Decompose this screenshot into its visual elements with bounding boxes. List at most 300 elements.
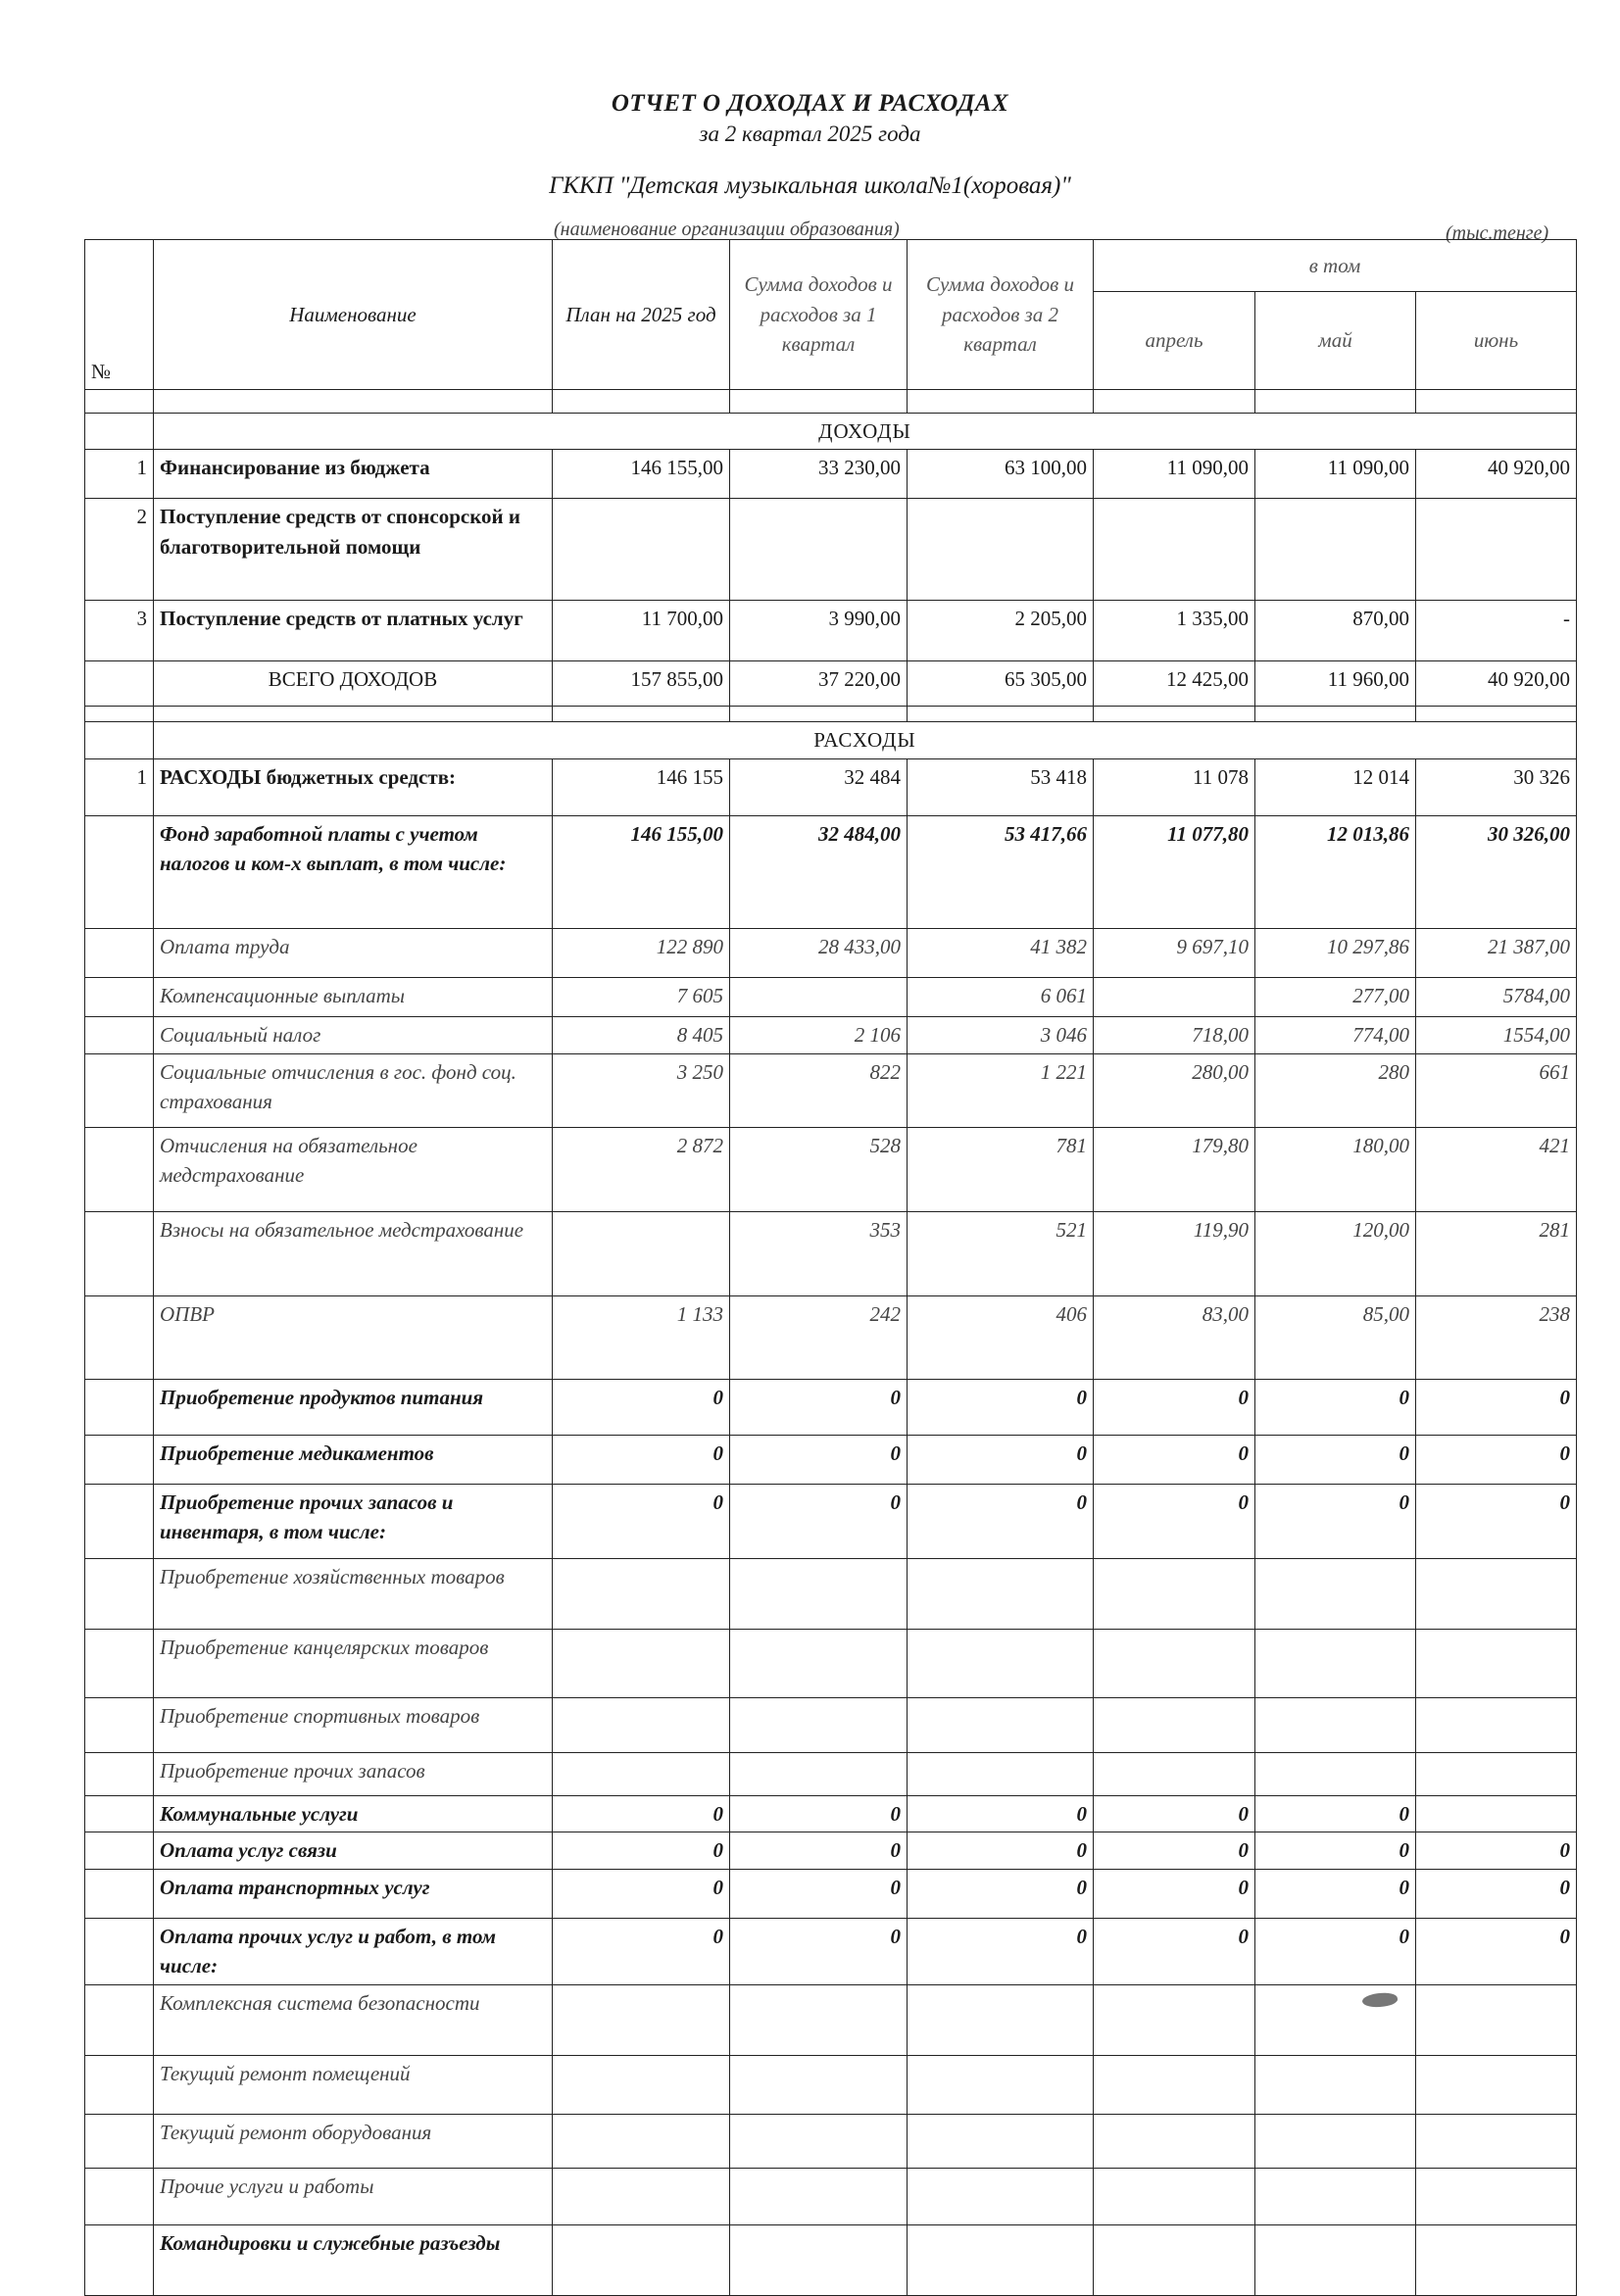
row-number [85, 1211, 154, 1295]
value-q1 [730, 2114, 908, 2168]
spacer-row [85, 390, 1577, 414]
value-plan [553, 2168, 730, 2224]
value-may: 0 [1255, 1918, 1416, 1984]
total-plan: 157 855,00 [553, 661, 730, 707]
value-apr: 83,00 [1094, 1295, 1255, 1379]
empty-cell [730, 390, 908, 414]
value-jun [1416, 2224, 1577, 2295]
value-q2: 53 417,66 [908, 815, 1094, 928]
table-row [85, 1053, 1577, 1127]
empty-cell [1094, 390, 1255, 414]
value-may: 280 [1255, 1053, 1416, 1127]
value-plan: 0 [553, 1435, 730, 1484]
value-may [1255, 1558, 1416, 1629]
value-jun: 0 [1416, 1379, 1577, 1435]
value-apr: 0 [1094, 1918, 1255, 1984]
value-may: 120,00 [1255, 1211, 1416, 1295]
value-may: 870,00 [1255, 601, 1416, 661]
value-q2: 0 [908, 1832, 1094, 1869]
value-q2 [908, 1629, 1094, 1697]
empty-cell [1416, 707, 1577, 722]
value-jun [1416, 1697, 1577, 1752]
row-name: Прочие услуги и работы [154, 2168, 553, 2224]
row-name: Оплата услуг связи [154, 1832, 553, 1869]
table-row [85, 2055, 1577, 2114]
value-plan: 3 250 [553, 1053, 730, 1127]
value-jun: - [1416, 601, 1577, 661]
table-row [85, 1832, 1577, 1869]
row-number [85, 977, 154, 1016]
spacer-row [85, 707, 1577, 722]
column-header-plan: План на 2025 год [553, 240, 730, 390]
row-number: 1 [85, 758, 154, 815]
value-q2: 6 061 [908, 977, 1094, 1016]
table-row [85, 977, 1577, 1016]
value-may: 12 014 [1255, 758, 1416, 815]
column-header-q1: Сумма доходов и расходов за 1 квартал [730, 240, 908, 390]
column-header-q2: Сумма доходов и расходов за 2 квартал [908, 240, 1094, 390]
value-plan [553, 1629, 730, 1697]
row-name: Поступление средств от спонсорской и благотворительной помощи [154, 499, 553, 601]
value-jun [1416, 1752, 1577, 1795]
value-plan: 0 [553, 1918, 730, 1984]
table-row [85, 2168, 1577, 2224]
value-apr [1094, 2114, 1255, 2168]
value-jun [1416, 1984, 1577, 2055]
total-q1: 37 220,00 [730, 661, 908, 707]
column-header-group: в том [1094, 240, 1577, 292]
empty-cell [1255, 707, 1416, 722]
value-plan: 0 [553, 1869, 730, 1918]
row-name: Приобретение хозяйственных товаров [154, 1558, 553, 1629]
value-q2: 0 [908, 1918, 1094, 1984]
row-number [85, 2168, 154, 2224]
table-row [85, 1211, 1577, 1295]
value-plan: 146 155 [553, 758, 730, 815]
value-apr: 0 [1094, 1795, 1255, 1832]
value-apr [1094, 977, 1255, 1016]
value-apr: 11 078 [1094, 758, 1255, 815]
row-name: Приобретение прочих запасов [154, 1752, 553, 1795]
value-may [1255, 2114, 1416, 2168]
empty-cell [1416, 390, 1577, 414]
value-may: 180,00 [1255, 1127, 1416, 1211]
value-q2 [908, 2168, 1094, 2224]
table-row [85, 1295, 1577, 1379]
table-row [85, 1984, 1577, 2055]
empty-cell [1094, 707, 1255, 722]
row-number: 2 [85, 499, 154, 601]
table-row [85, 1379, 1577, 1435]
value-may: 12 013,86 [1255, 815, 1416, 928]
value-q2 [908, 2224, 1094, 2295]
value-q1: 0 [730, 1435, 908, 1484]
table-row [85, 1869, 1577, 1918]
value-jun [1416, 2168, 1577, 2224]
value-plan [553, 1697, 730, 1752]
row-name: Отчисления на обязательное медстрахование [154, 1127, 553, 1211]
value-apr: 0 [1094, 1435, 1255, 1484]
empty-cell [85, 390, 154, 414]
row-number [85, 928, 154, 977]
column-header-name: Наименование [154, 240, 553, 390]
value-apr: 0 [1094, 1832, 1255, 1869]
value-may: 11 090,00 [1255, 450, 1416, 499]
value-apr: 11 077,80 [1094, 815, 1255, 928]
value-q2 [908, 1697, 1094, 1752]
value-q2 [908, 2055, 1094, 2114]
value-q1 [730, 499, 908, 601]
value-may: 277,00 [1255, 977, 1416, 1016]
empty-cell [85, 414, 154, 450]
value-q1 [730, 977, 908, 1016]
value-q1: 528 [730, 1127, 908, 1211]
value-plan [553, 2114, 730, 2168]
row-number [85, 1127, 154, 1211]
row-number [85, 1697, 154, 1752]
row-name: Текущий ремонт оборудования [154, 2114, 553, 2168]
row-number [85, 1832, 154, 1869]
table-row [85, 2224, 1577, 2295]
value-q2 [908, 1558, 1094, 1629]
value-jun: 1554,00 [1416, 1016, 1577, 1053]
empty-cell [553, 707, 730, 722]
value-plan: 1 133 [553, 1295, 730, 1379]
income-section-title-row [85, 414, 1577, 450]
value-jun: 21 387,00 [1416, 928, 1577, 977]
empty-cell [85, 722, 154, 758]
row-name: Компенсационные выплаты [154, 977, 553, 1016]
empty-cell [908, 707, 1094, 722]
unit-note: (тыс.тенге) [1446, 222, 1549, 244]
value-plan [553, 1211, 730, 1295]
value-q1 [730, 1697, 908, 1752]
value-q1: 0 [730, 1379, 908, 1435]
table-row [85, 758, 1577, 815]
expenses-section-title: РАСХОДЫ [154, 722, 1577, 758]
value-apr: 280,00 [1094, 1053, 1255, 1127]
row-name: Оплата прочих услуг и работ, в том числе: [154, 1918, 553, 1984]
value-jun [1416, 1629, 1577, 1697]
empty-cell [154, 390, 553, 414]
value-q2 [908, 1984, 1094, 2055]
table-row [85, 815, 1577, 928]
value-jun: 238 [1416, 1295, 1577, 1379]
total-q2: 65 305,00 [908, 661, 1094, 707]
row-number [85, 2055, 154, 2114]
value-apr: 9 697,10 [1094, 928, 1255, 977]
total-label: ВСЕГО ДОХОДОВ [154, 661, 553, 707]
value-may [1255, 2055, 1416, 2114]
value-plan: 11 700,00 [553, 601, 730, 661]
value-q1: 28 433,00 [730, 928, 908, 977]
value-apr: 119,90 [1094, 1211, 1255, 1295]
row-number [85, 1053, 154, 1127]
empty-cell [85, 707, 154, 722]
report-body [85, 390, 1577, 2296]
row-number [85, 1629, 154, 1697]
value-apr: 0 [1094, 1869, 1255, 1918]
value-may: 774,00 [1255, 1016, 1416, 1053]
empty-cell [1255, 390, 1416, 414]
row-number [85, 2114, 154, 2168]
value-jun: 5784,00 [1416, 977, 1577, 1016]
value-may: 0 [1255, 1832, 1416, 1869]
row-number: 1 [85, 450, 154, 499]
value-q1: 0 [730, 1484, 908, 1558]
value-q2: 3 046 [908, 1016, 1094, 1053]
value-apr [1094, 1752, 1255, 1795]
value-q2: 521 [908, 1211, 1094, 1295]
column-header-april: апрель [1094, 292, 1255, 390]
column-header-may: май [1255, 292, 1416, 390]
value-jun: 0 [1416, 1869, 1577, 1918]
value-may: 85,00 [1255, 1295, 1416, 1379]
value-apr [1094, 1629, 1255, 1697]
value-q2: 781 [908, 1127, 1094, 1211]
value-plan: 146 155,00 [553, 815, 730, 928]
value-plan: 8 405 [553, 1016, 730, 1053]
value-may: 0 [1255, 1435, 1416, 1484]
value-may: 0 [1255, 1484, 1416, 1558]
total-apr: 12 425,00 [1094, 661, 1255, 707]
value-may [1255, 1697, 1416, 1752]
value-jun: 30 326,00 [1416, 815, 1577, 928]
value-apr [1094, 2224, 1255, 2295]
value-may: 0 [1255, 1379, 1416, 1435]
row-name: Приобретение продуктов питания [154, 1379, 553, 1435]
value-may [1255, 499, 1416, 601]
value-jun [1416, 2055, 1577, 2114]
row-name: Взносы на обязательное медстрахование [154, 1211, 553, 1295]
value-q2 [908, 1752, 1094, 1795]
income-total-row [85, 661, 1577, 707]
value-plan [553, 1984, 730, 2055]
value-apr: 1 335,00 [1094, 601, 1255, 661]
value-q2: 53 418 [908, 758, 1094, 815]
value-apr: 718,00 [1094, 1016, 1255, 1053]
value-apr: 0 [1094, 1484, 1255, 1558]
value-q1: 2 106 [730, 1016, 908, 1053]
value-q1: 0 [730, 1795, 908, 1832]
row-number [85, 1918, 154, 1984]
row-number: 3 [85, 601, 154, 661]
organization-note: (наименование организации образования) [554, 219, 900, 240]
value-apr [1094, 2168, 1255, 2224]
value-q2: 0 [908, 1435, 1094, 1484]
row-name: Поступление средств от платных услуг [154, 601, 553, 661]
value-may [1255, 1752, 1416, 1795]
value-q1: 0 [730, 1869, 908, 1918]
value-jun: 661 [1416, 1053, 1577, 1127]
total-may: 11 960,00 [1255, 661, 1416, 707]
row-name: Коммунальные услуги [154, 1795, 553, 1832]
value-apr: 11 090,00 [1094, 450, 1255, 499]
value-plan [553, 499, 730, 601]
table-row [85, 1435, 1577, 1484]
value-q1 [730, 1984, 908, 2055]
value-q2: 41 382 [908, 928, 1094, 977]
column-header-june: июнь [1416, 292, 1577, 390]
value-q1 [730, 1629, 908, 1697]
value-jun: 40 920,00 [1416, 450, 1577, 499]
report-title: ОТЧЕТ О ДОХОДАХ И РАСХОДАХ [611, 90, 1009, 117]
value-q1 [730, 2168, 908, 2224]
empty-cell [553, 390, 730, 414]
value-apr [1094, 1984, 1255, 2055]
value-q1 [730, 2055, 908, 2114]
value-plan: 0 [553, 1832, 730, 1869]
value-q1 [730, 2224, 908, 2295]
value-q1 [730, 1752, 908, 1795]
value-q2: 0 [908, 1869, 1094, 1918]
row-name: Приобретение медикаментов [154, 1435, 553, 1484]
table-row [85, 1918, 1577, 1984]
value-q1: 33 230,00 [730, 450, 908, 499]
table-row [85, 450, 1577, 499]
row-name: Приобретение прочих запасов и инвентаря, в том числе: [154, 1484, 553, 1558]
value-jun: 421 [1416, 1127, 1577, 1211]
value-may [1255, 1629, 1416, 1697]
value-q2: 0 [908, 1379, 1094, 1435]
table-row [85, 1629, 1577, 1697]
table-row [85, 1016, 1577, 1053]
row-name: Оплата труда [154, 928, 553, 977]
row-number [85, 1484, 154, 1558]
organization-name: ГККП "Детская музыкальная школа№1(хоровая)" [549, 172, 1071, 199]
value-q2: 2 205,00 [908, 601, 1094, 661]
value-q1: 353 [730, 1211, 908, 1295]
row-name: Приобретение спортивных товаров [154, 1697, 553, 1752]
row-name: Фонд заработной платы с учетом налогов и ком-х выплат, в том числе: [154, 815, 553, 928]
row-number [85, 1379, 154, 1435]
value-jun [1416, 2114, 1577, 2168]
value-apr [1094, 1697, 1255, 1752]
value-q2: 0 [908, 1484, 1094, 1558]
value-q2 [908, 2114, 1094, 2168]
expenses-section-title-row [85, 722, 1577, 758]
value-may [1255, 2168, 1416, 2224]
table-row [85, 1558, 1577, 1629]
value-jun: 0 [1416, 1918, 1577, 1984]
table-row [85, 601, 1577, 661]
value-plan [553, 1752, 730, 1795]
column-header-num: № [85, 240, 154, 390]
row-number [85, 2224, 154, 2295]
value-may: 0 [1255, 1795, 1416, 1832]
income-section-title: ДОХОДЫ [154, 414, 1577, 450]
empty-cell [85, 661, 154, 707]
empty-cell [908, 390, 1094, 414]
value-jun [1416, 1558, 1577, 1629]
value-jun [1416, 1795, 1577, 1832]
table-row [85, 499, 1577, 601]
value-apr [1094, 499, 1255, 601]
table-row [85, 928, 1577, 977]
value-q1: 3 990,00 [730, 601, 908, 661]
row-name: Комплексная система безопасности [154, 1984, 553, 2055]
value-may [1255, 2224, 1416, 2295]
value-jun: 0 [1416, 1484, 1577, 1558]
row-name: Командировки и служебные разъезды [154, 2224, 553, 2295]
row-number [85, 1435, 154, 1484]
row-number [85, 1795, 154, 1832]
value-apr [1094, 2055, 1255, 2114]
value-jun: 30 326 [1416, 758, 1577, 815]
report-table [84, 239, 1577, 2296]
value-q1: 0 [730, 1832, 908, 1869]
value-apr: 179,80 [1094, 1127, 1255, 1211]
value-q1: 0 [730, 1918, 908, 1984]
value-plan: 0 [553, 1795, 730, 1832]
value-q2: 63 100,00 [908, 450, 1094, 499]
value-jun: 0 [1416, 1435, 1577, 1484]
table-row [85, 1127, 1577, 1211]
table-row [85, 1795, 1577, 1832]
value-jun: 0 [1416, 1832, 1577, 1869]
value-q1: 822 [730, 1053, 908, 1127]
empty-cell [154, 707, 553, 722]
value-q2 [908, 499, 1094, 601]
row-number [85, 1869, 154, 1918]
value-plan: 0 [553, 1379, 730, 1435]
row-number [85, 1016, 154, 1053]
table-row [85, 1697, 1577, 1752]
value-jun [1416, 499, 1577, 601]
value-apr [1094, 1558, 1255, 1629]
value-q1: 242 [730, 1295, 908, 1379]
row-name: Текущий ремонт помещений [154, 2055, 553, 2114]
value-plan: 122 890 [553, 928, 730, 977]
value-q1: 32 484,00 [730, 815, 908, 928]
value-q1: 32 484 [730, 758, 908, 815]
value-q2: 0 [908, 1795, 1094, 1832]
row-number [85, 1984, 154, 2055]
row-number [85, 1295, 154, 1379]
table-row [85, 2114, 1577, 2168]
row-name: Оплата транспортных услуг [154, 1869, 553, 1918]
row-name: Социальные отчисления в гос. фонд соц. страхования [154, 1053, 553, 1127]
row-number [85, 815, 154, 928]
value-q2: 1 221 [908, 1053, 1094, 1127]
row-number [85, 1752, 154, 1795]
row-number [85, 1558, 154, 1629]
value-q1 [730, 1558, 908, 1629]
row-name: Финансирование из бюджета [154, 450, 553, 499]
value-may: 0 [1255, 1869, 1416, 1918]
table-row [85, 1752, 1577, 1795]
value-plan [553, 2224, 730, 2295]
value-may: 10 297,86 [1255, 928, 1416, 977]
empty-cell [730, 707, 908, 722]
row-name: Приобретение канцелярских товаров [154, 1629, 553, 1697]
total-jun: 40 920,00 [1416, 661, 1577, 707]
value-plan: 0 [553, 1484, 730, 1558]
value-apr: 0 [1094, 1379, 1255, 1435]
value-plan: 2 872 [553, 1127, 730, 1211]
value-plan: 146 155,00 [553, 450, 730, 499]
value-jun: 281 [1416, 1211, 1577, 1295]
row-name: РАСХОДЫ бюджетных средств: [154, 758, 553, 815]
value-q2: 406 [908, 1295, 1094, 1379]
row-name: Социальный налог [154, 1016, 553, 1053]
row-name: ОПВР [154, 1295, 553, 1379]
value-plan: 7 605 [553, 977, 730, 1016]
value-plan [553, 2055, 730, 2114]
value-plan [553, 1558, 730, 1629]
report-period: за 2 квартал 2025 года [699, 122, 921, 146]
table-row [85, 1484, 1577, 1558]
